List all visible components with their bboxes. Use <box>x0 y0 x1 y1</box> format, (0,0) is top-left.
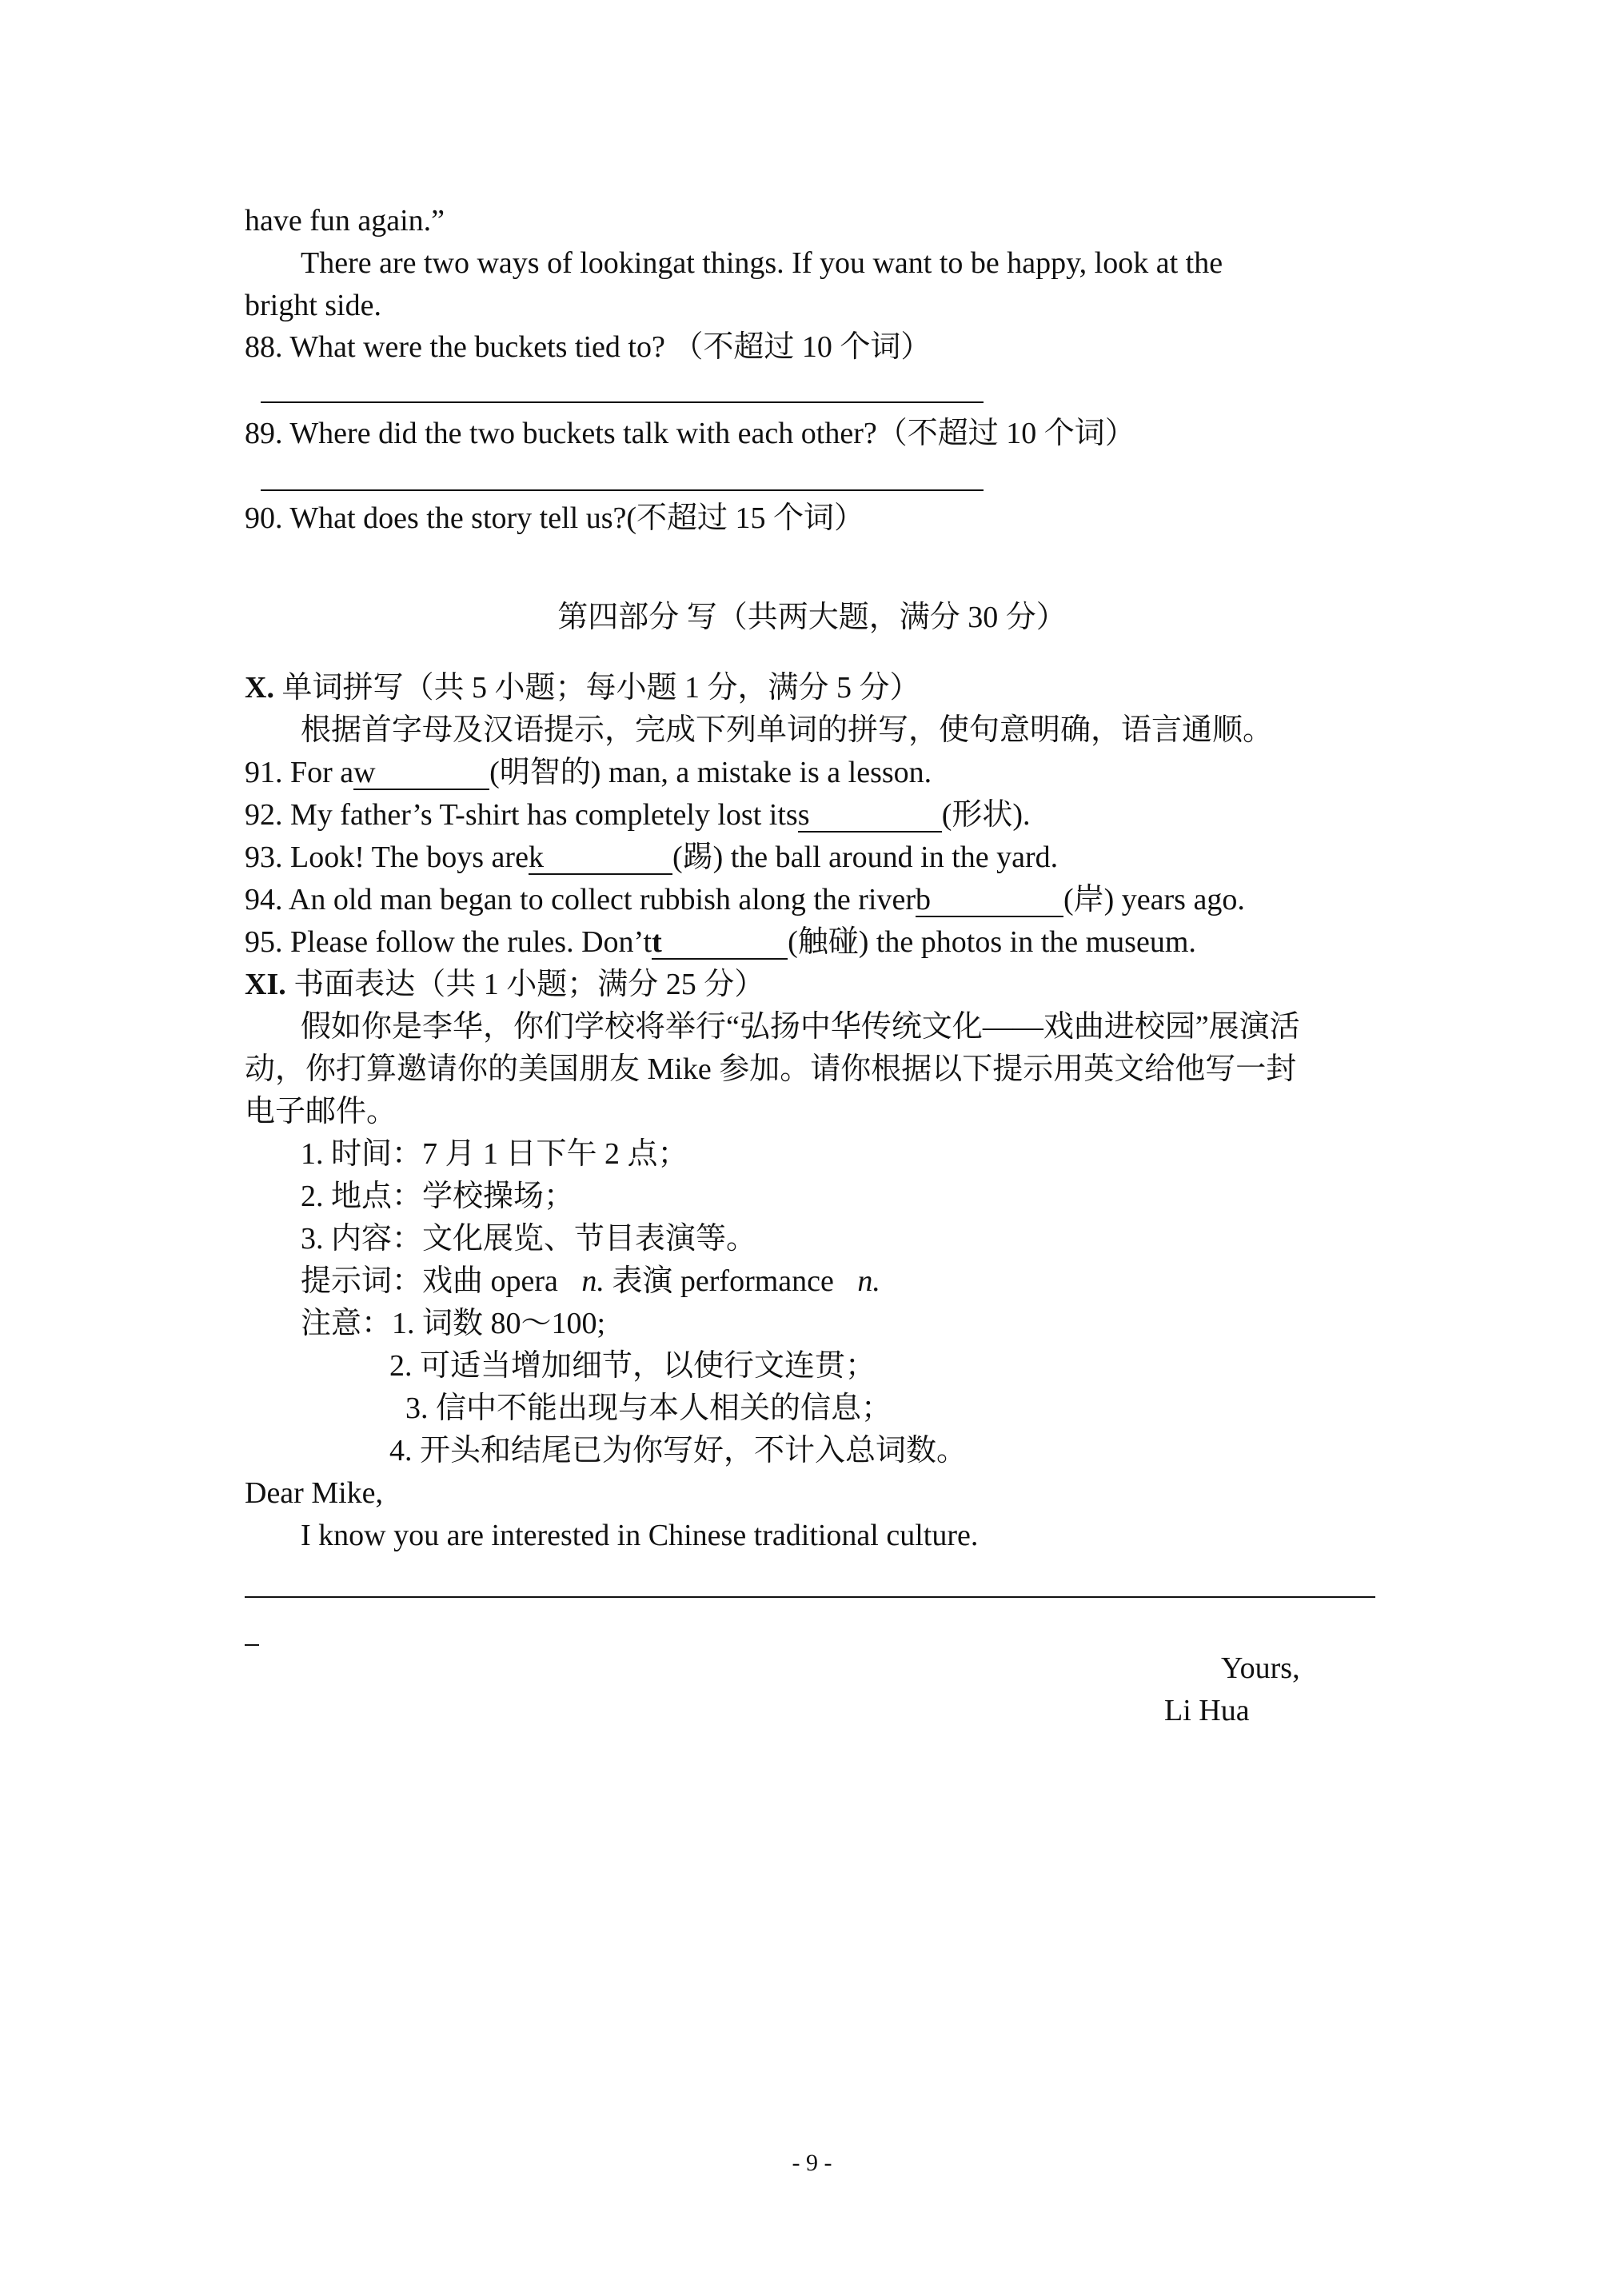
reading-line: bright side. <box>245 289 381 322</box>
salutation: Dear Mike, <box>245 1476 384 1510</box>
item-text: (明智的) man, a mistake is a lesson. <box>489 756 932 789</box>
answer-line-89[interactable] <box>261 489 984 491</box>
writing-prompt-line: 假如你是李华，你们学校将举行“弘扬中华传统文化——戏曲进校园”展演活 <box>301 1010 1300 1044</box>
note-line: 4. 开头和结尾已为你写好，不计入总词数。 <box>389 1434 968 1467</box>
blank-94[interactable]: b <box>916 884 1063 917</box>
writing-answer-line-stub[interactable] <box>245 1644 259 1646</box>
writing-heading-num: XI. <box>245 968 286 1001</box>
question-89: 89. Where did the two buckets talk with each other?（不超过 10 个词） <box>245 417 1135 450</box>
writing-point: 2. 地点：学校操场； <box>301 1180 575 1213</box>
spelling-item-92 <box>245 794 1031 836</box>
writing-heading <box>245 964 764 1005</box>
section-title: 第四部分 写（共两大题，满分 30 分） <box>557 601 1067 634</box>
item-text: (岸) years ago. <box>1063 883 1245 916</box>
writing-point: 1. 时间：7 月 1 日下午 2 点； <box>301 1137 688 1171</box>
spelling-item-94 <box>245 879 1245 920</box>
reading-line: There are two ways of lookingat things. If you want to be happy, look at the <box>301 246 1223 280</box>
spelling-item-91 <box>245 752 932 793</box>
letter-closing: Yours, <box>1221 1651 1300 1685</box>
spelling-heading-text: 单词拼写（共 5 小题；每小题 1 分，满分 5 分） <box>273 671 920 705</box>
item-text: 91. For a <box>245 756 354 789</box>
writing-prompt-line: 动，你打算邀请你的美国朋友 Mike 参加。请你根据以下提示用英文给他写一封 <box>245 1052 1297 1086</box>
hint-text: 提示词：戏曲 opera <box>301 1264 566 1298</box>
spelling-instruction: 根据首字母及汉语提示，完成下列单词的拼写，使句意明确，语言通顺。 <box>301 713 1274 747</box>
item-text: 92. My father’s T-shirt has completely lost its <box>245 798 798 832</box>
writing-answer-line[interactable] <box>245 1596 1375 1598</box>
writing-prompt-line: 电子邮件。 <box>245 1095 397 1128</box>
blank-93[interactable]: k <box>529 841 672 875</box>
note-line: 3. 信中不能出现与本人相关的信息； <box>405 1392 892 1425</box>
hint-words <box>301 1260 880 1302</box>
reading-line: have fun again.” <box>245 204 445 238</box>
question-90: 90. What does the story tell us?(不超过 15 个词） <box>245 501 865 535</box>
page-number: - 9 - <box>792 2150 832 2176</box>
blank-91[interactable]: w <box>353 757 489 790</box>
hint-text: 表演 performance <box>604 1264 842 1298</box>
spelling-item-93 <box>245 837 1058 878</box>
question-88: 88. What were the buckets tied to? （不超过 10 个词） <box>245 330 932 364</box>
hint-pos: n. <box>581 1264 605 1298</box>
blank-92[interactable]: s <box>798 799 942 833</box>
item-text: 93. Look! The boys are <box>245 841 529 874</box>
item-text: (触碰) the photos in the museum. <box>788 925 1196 959</box>
answer-line-88[interactable] <box>261 401 984 403</box>
item-text: 94. An old man began to collect rubbish along the river <box>245 883 916 916</box>
writing-point: 3. 内容：文化展览、节目表演等。 <box>301 1222 757 1256</box>
note-line: 2. 可适当增加细节，以使行文连贯； <box>389 1349 876 1383</box>
spelling-heading <box>245 667 920 709</box>
item-text: (形状). <box>941 798 1031 832</box>
note-line: 注意：1. 词数 80～100; <box>301 1307 606 1340</box>
blank-95[interactable]: t <box>652 926 788 960</box>
writing-heading-text: 书面表达（共 1 小题；满分 25 分） <box>285 968 765 1001</box>
item-text: (踢) the ball around in the yard. <box>672 841 1059 874</box>
letter-opening: I know you are interested in Chinese traditional culture. <box>301 1519 979 1552</box>
spelling-heading-num: X. <box>245 671 274 705</box>
spelling-item-95 <box>245 921 1196 963</box>
item-text: 95. Please follow the rules. Don’t <box>245 925 652 959</box>
letter-signature: Li Hua <box>1164 1694 1250 1727</box>
hint-pos: n. <box>857 1264 880 1298</box>
